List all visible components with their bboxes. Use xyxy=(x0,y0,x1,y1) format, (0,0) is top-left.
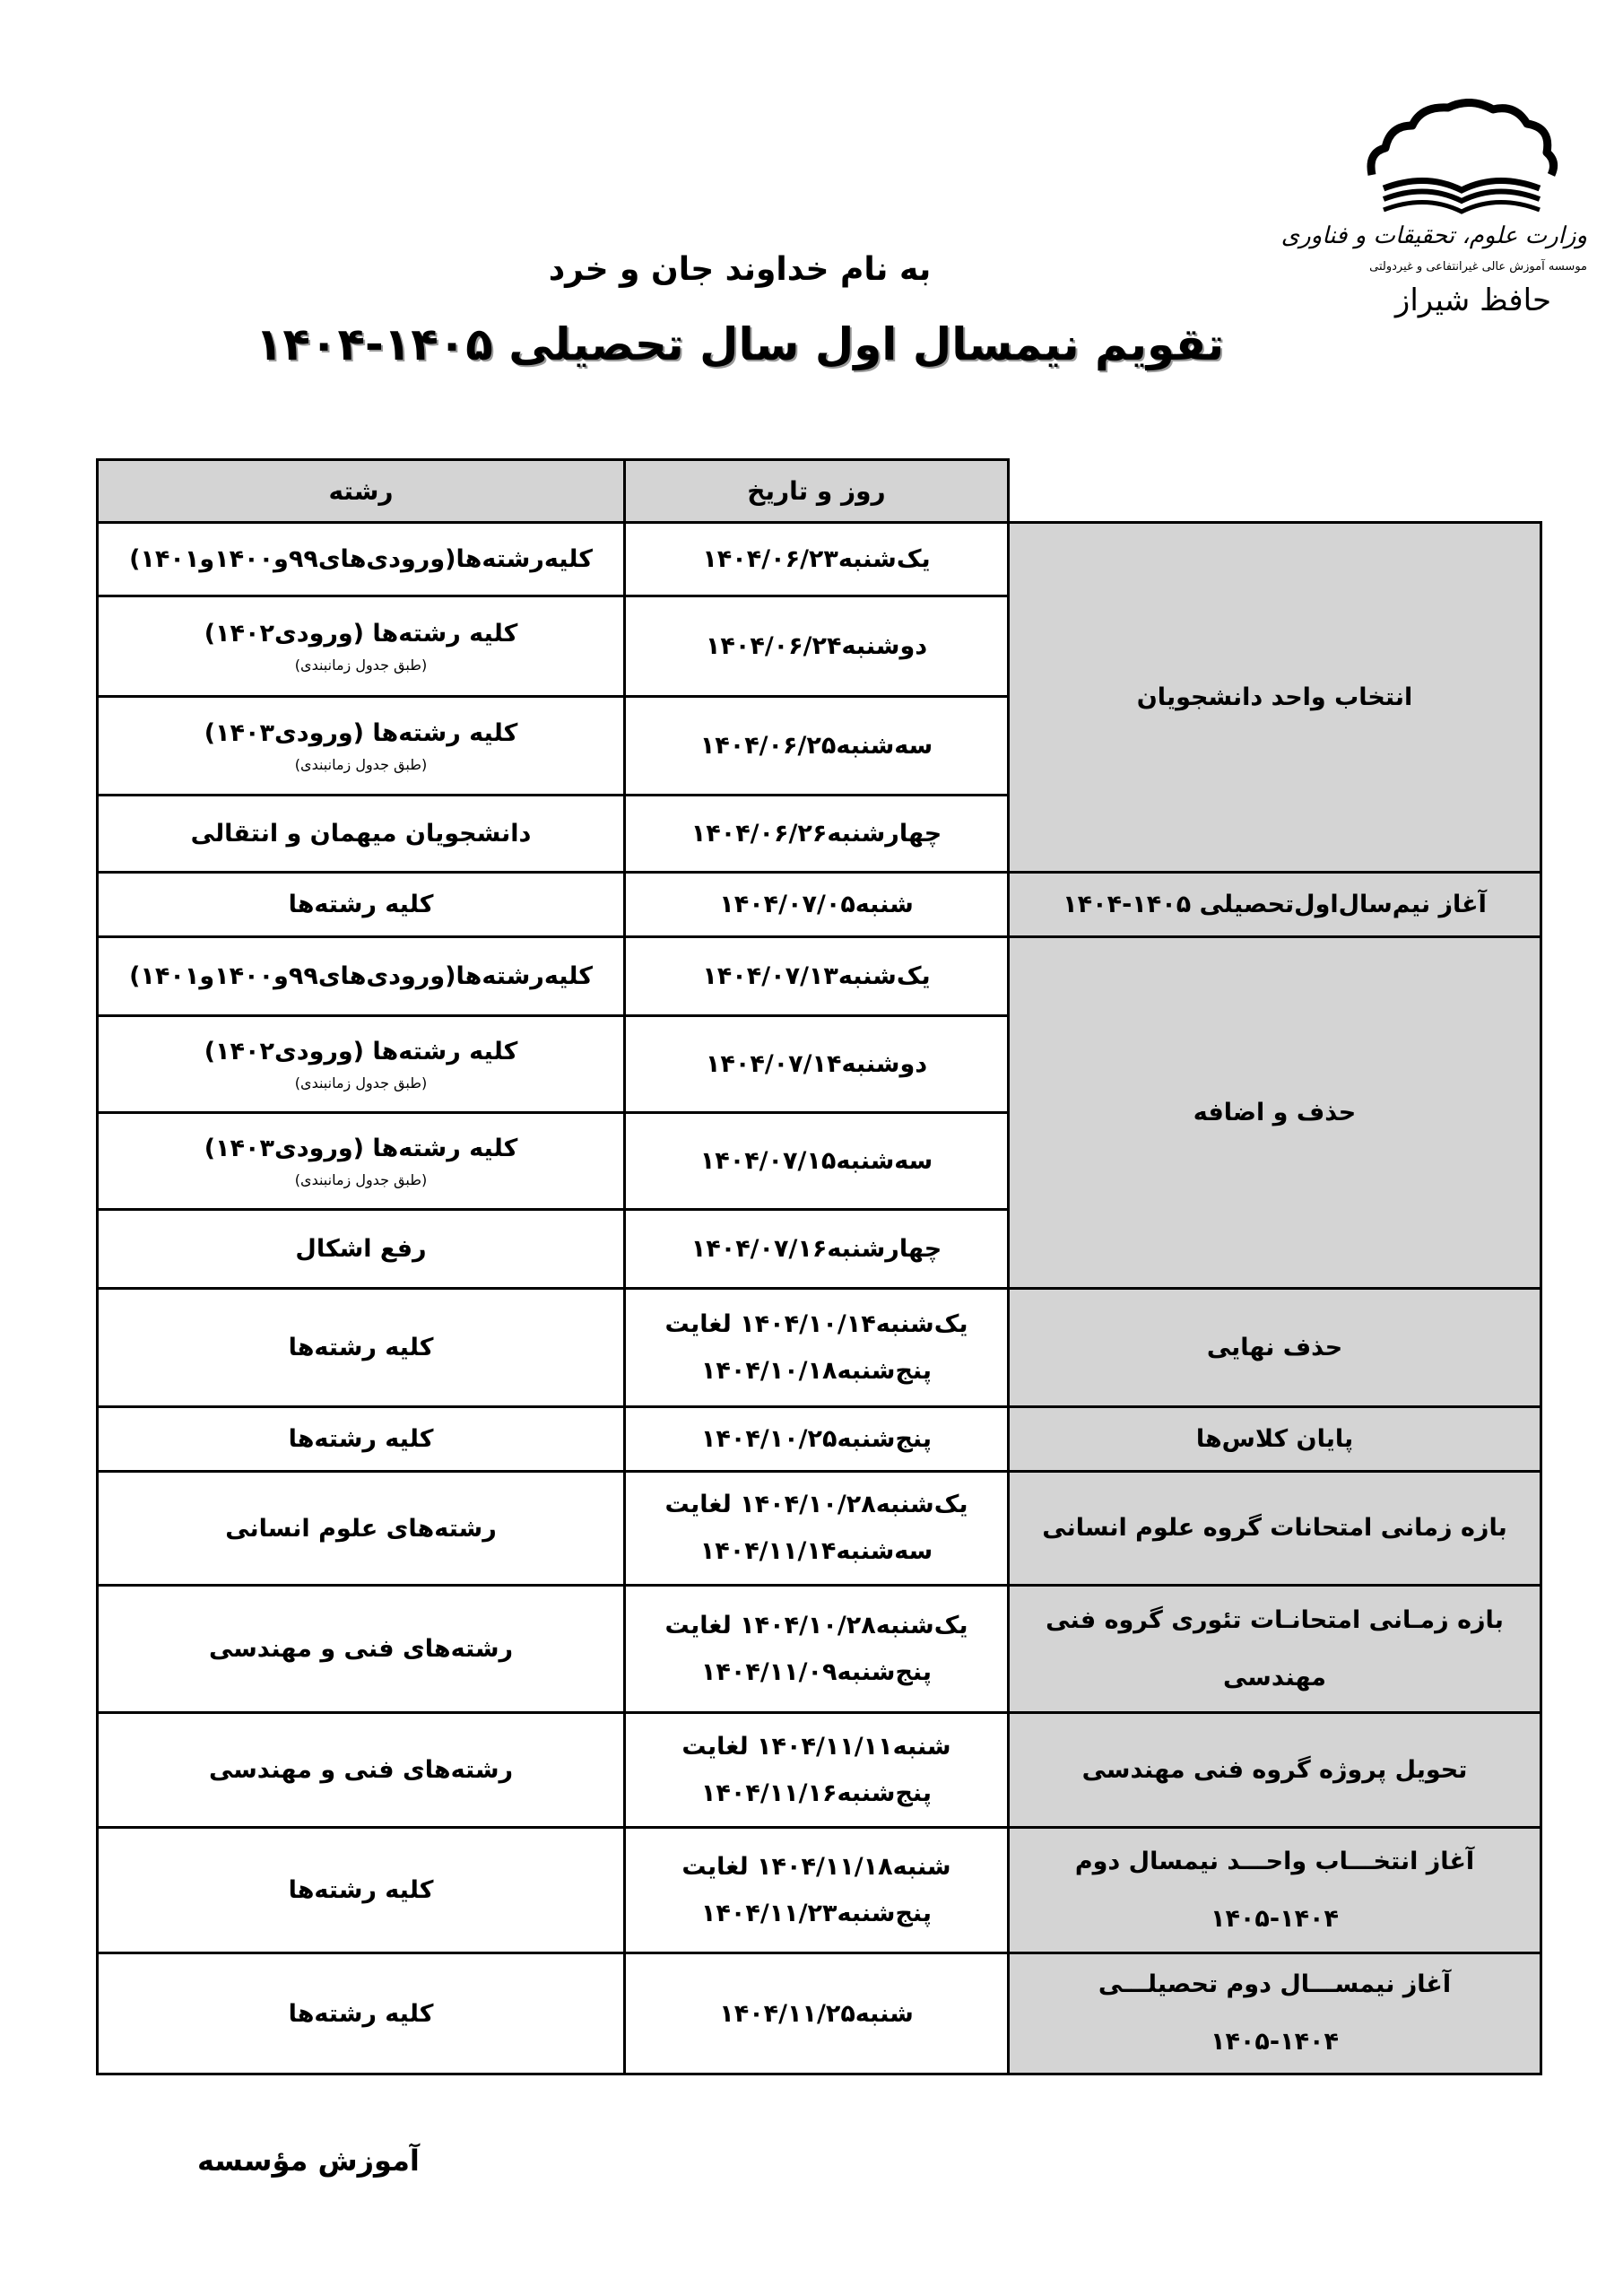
field-cell: کلیه رشته‌ها xyxy=(98,1289,625,1407)
date-end: پنج‌شنبه۱۴۰۴/۱۱/۲۳ xyxy=(700,1899,933,1927)
field-cell: کلیه رشته‌ها xyxy=(98,1953,625,2074)
table-row xyxy=(98,1828,1541,1953)
institute-logo xyxy=(1280,99,1596,332)
field-note: (طبق جدول زمانبندی) xyxy=(294,1074,428,1091)
bismillah-line: به نام خداوند جان و خرد xyxy=(548,251,932,288)
header-blank-cell xyxy=(1009,460,1541,523)
academic-calendar-table xyxy=(96,458,1542,2075)
date-start: یک‌شنبه۱۴۰۴/۱۰/۱۴ لغایت xyxy=(664,1309,968,1338)
field-text: کلیه رشته‌ها (ورودی۱۴۰۳) xyxy=(204,718,518,747)
date-cell: چهارشنبه۱۴۰۴/۰۷/۱۶ xyxy=(625,1210,1009,1289)
field-text: کلیه رشته‌ها (ورودی۱۴۰۲) xyxy=(204,1037,518,1065)
footer-signature: آموزش مؤسسه xyxy=(197,2144,420,2178)
date-cell: سه‌شنبه۱۴۰۴/۰۷/۱۵ xyxy=(625,1113,1009,1210)
event-cell: پایان کلاس‌ها xyxy=(1009,1407,1541,1472)
date-start: شنبه۱۴۰۴/۱۱/۱۱ لغایت xyxy=(681,1732,951,1761)
date-cell: دوشنبه۱۴۰۴/۰۶/۲۴ xyxy=(625,596,1009,697)
field-cell: کلیه رشته‌ها xyxy=(98,1828,625,1953)
field-cell: دانشجویان میهمان و انتقالی xyxy=(98,796,625,873)
date-start: یک‌شنبه۱۴۰۴/۱۰/۲۸ لغایت xyxy=(664,1611,968,1639)
event-cell: بازه زمانی امتحانات گروه علوم انسانی xyxy=(1009,1472,1541,1586)
table-row xyxy=(98,1289,1541,1407)
page-title: تقویم نیمسال اول سال تحصیلی ۱۴۰۵-۱۴۰۴ xyxy=(255,318,1225,370)
field-cell: کلیه‌رشته‌ها(ورودی‌های۹۹و۱۴۰۰و۱۴۰۱) xyxy=(98,523,625,596)
date-cell: شنبه۱۴۰۴/۰۷/۰۵ xyxy=(625,873,1009,937)
event-cell: آغاز نیم‌سال‌اول‌تحصیلی ۱۴۰۵-۱۴۰۴ xyxy=(1009,873,1541,937)
date-cell: یک‌شنبه۱۴۰۴/۰۷/۱۳ xyxy=(625,937,1009,1016)
event-cell: حذف نهایی xyxy=(1009,1289,1541,1407)
table-row xyxy=(98,873,1541,937)
table-row xyxy=(98,1953,1541,2074)
date-cell: سه‌شنبه۱۴۰۴/۰۶/۲۵ xyxy=(625,697,1009,796)
date-end: سه‌شنبه۱۴۰۴/۱۱/۱۴ xyxy=(699,1537,933,1565)
field-cell: رشته‌های علوم انسانی xyxy=(98,1472,625,1586)
event-cell: انتخاب واحد دانشجویان xyxy=(1009,523,1541,873)
table-row xyxy=(98,937,1541,1016)
table-row xyxy=(98,1713,1541,1828)
field-note: (طبق جدول زمانبندی) xyxy=(294,755,428,773)
event-cell: بازه زمـانی امتحانـات تئوری گروه فنی مهندسی xyxy=(1009,1586,1541,1713)
date-cell: یک‌شنبه۱۴۰۴/۰۶/۲۳ xyxy=(625,523,1009,596)
field-text: کلیه رشته‌ها (ورودی۱۴۰۳) xyxy=(204,1134,518,1162)
table-row xyxy=(98,1586,1541,1713)
event-year: ۱۴۰۵-۱۴۰۴ xyxy=(1210,1904,1340,1933)
field-cell xyxy=(98,1113,625,1210)
date-end: پنج‌شنبه۱۴۰۴/۱۰/۱۸ xyxy=(700,1356,933,1385)
field-note: (طبق جدول زمانبندی) xyxy=(294,656,428,674)
logo-ministry-text: وزارت علوم، تحقیقات و فناوری xyxy=(1280,222,1587,249)
event-line: آغاز انتخـــاب واحـــد نیمسال دوم xyxy=(1074,1847,1475,1875)
date-cell xyxy=(625,1828,1009,1953)
date-cell: چهارشنبه۱۴۰۴/۰۶/۲۶ xyxy=(625,796,1009,873)
field-text: کلیه رشته‌ها (ورودی۱۴۰۲) xyxy=(204,619,518,648)
field-cell xyxy=(98,1016,625,1113)
logo-institute-name: حافظ شیراز xyxy=(1394,283,1551,318)
field-cell: رشته‌های فنی و مهندسی xyxy=(98,1586,625,1713)
table-row xyxy=(98,1407,1541,1472)
date-end: پنج‌شنبه۱۴۰۴/۱۱/۰۹ xyxy=(700,1657,933,1686)
column-header-field: رشته xyxy=(98,460,625,523)
event-cell: حذف و اضافه xyxy=(1009,937,1541,1289)
field-cell: رفع اشکال xyxy=(98,1210,625,1289)
field-note: (طبق جدول زمانبندی) xyxy=(294,1170,428,1188)
event-cell: تحویل پروژه گروه فنی مهندسی xyxy=(1009,1713,1541,1828)
table-row xyxy=(98,1472,1541,1586)
date-cell: شنبه۱۴۰۴/۱۱/۲۵ xyxy=(625,1953,1009,2074)
date-cell xyxy=(625,1586,1009,1713)
book-roof-logo-icon xyxy=(1358,99,1565,220)
date-end: پنج‌شنبه۱۴۰۴/۱۱/۱۶ xyxy=(700,1779,933,1807)
field-cell xyxy=(98,596,625,697)
field-cell: رشته‌های فنی و مهندسی xyxy=(98,1713,625,1828)
field-cell: کلیه رشته‌ها xyxy=(98,1407,625,1472)
date-cell xyxy=(625,1713,1009,1828)
date-cell: پنج‌شنبه۱۴۰۴/۱۰/۲۵ xyxy=(625,1407,1009,1472)
field-cell xyxy=(98,697,625,796)
date-cell xyxy=(625,1289,1009,1407)
event-line: آغاز نیمســـال دوم تحصیلـــی xyxy=(1098,1970,1452,1998)
column-header-date: روز و تاریخ xyxy=(625,460,1009,523)
date-cell: دوشنبه۱۴۰۴/۰۷/۱۴ xyxy=(625,1016,1009,1113)
date-start: یک‌شنبه۱۴۰۴/۱۰/۲۸ لغایت xyxy=(664,1491,968,1518)
logo-institute-type-text: موسسه آموزش عالی غیرانتفاعی و غیردولتی xyxy=(1369,260,1587,274)
date-cell xyxy=(625,1472,1009,1586)
event-cell xyxy=(1009,1953,1541,2074)
table-row xyxy=(98,523,1541,596)
field-cell: کلیه رشته‌ها xyxy=(98,873,625,937)
date-start: شنبه۱۴۰۴/۱۱/۱۸ لغایت xyxy=(681,1852,951,1881)
field-cell: کلیه‌رشته‌ها(ورودی‌های۹۹و۱۴۰۰و۱۴۰۱) xyxy=(98,937,625,1016)
event-cell xyxy=(1009,1828,1541,1953)
event-year: ۱۴۰۵-۱۴۰۴ xyxy=(1210,2028,1340,2056)
